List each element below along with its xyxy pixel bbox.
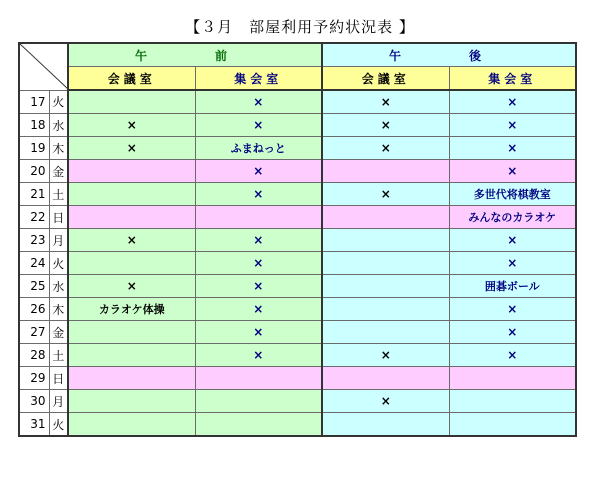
pm-shukai-cell — [449, 413, 576, 437]
am-kaigi-cell — [68, 183, 195, 206]
pm-kaigi-cell — [322, 321, 449, 344]
day-number: 20 — [19, 160, 49, 183]
reserved-mark: × — [380, 141, 391, 155]
pm-kaigi-cell — [322, 390, 449, 413]
pm-shukai-cell — [449, 229, 576, 252]
day-number: 25 — [19, 275, 49, 298]
reserved-mark: × — [253, 348, 264, 362]
pm-shukai-cell — [449, 206, 576, 229]
reserved-mark: × — [253, 95, 264, 109]
header-am-shukai: 集会室 — [195, 67, 322, 91]
am-kaigi-cell — [68, 413, 195, 437]
pm-kaigi-cell — [322, 114, 449, 137]
pm-shukai-cell — [449, 160, 576, 183]
reserved-mark: × — [253, 118, 264, 132]
pm-kaigi-cell — [322, 252, 449, 275]
am-kaigi-cell — [68, 229, 195, 252]
day-number: 23 — [19, 229, 49, 252]
pm-shukai-cell — [449, 183, 576, 206]
am-kaigi-cell — [68, 275, 195, 298]
pm-shukai-cell — [449, 367, 576, 390]
am-shukai-cell — [195, 413, 322, 437]
am-kaigi-cell — [68, 298, 195, 321]
reservation-table — [18, 42, 577, 437]
am-shukai-cell — [195, 390, 322, 413]
am-shukai-cell — [195, 206, 322, 229]
table-row — [19, 90, 576, 114]
day-number: 28 — [19, 344, 49, 367]
day-number: 21 — [19, 183, 49, 206]
table-row — [19, 206, 576, 229]
day-of-week: 火 — [49, 90, 68, 114]
table-row — [19, 275, 576, 298]
am-shukai-cell — [195, 160, 322, 183]
day-of-week: 日 — [49, 206, 68, 229]
table-row — [19, 367, 576, 390]
table-row — [19, 160, 576, 183]
table-row — [19, 413, 576, 437]
am-kaigi-cell — [68, 321, 195, 344]
header-pm-shukai: 集会室 — [449, 67, 576, 91]
am-shukai-cell — [195, 344, 322, 367]
day-number: 26 — [19, 298, 49, 321]
pm-shukai-cell — [449, 252, 576, 275]
reserved-mark: × — [253, 187, 264, 201]
am-shukai-cell — [195, 275, 322, 298]
pm-kaigi-cell — [322, 367, 449, 390]
am-shukai-cell — [195, 321, 322, 344]
header-am-kaigi: 会議室 — [68, 67, 195, 91]
am-kaigi-cell — [68, 390, 195, 413]
am-kaigi-cell — [68, 206, 195, 229]
pm-shukai-cell — [449, 90, 576, 114]
reserved-mark: × — [507, 256, 518, 270]
pm-kaigi-cell — [322, 183, 449, 206]
reserved-mark: × — [253, 233, 264, 247]
reserved-mark: × — [253, 164, 264, 178]
reserved-mark: × — [126, 279, 137, 293]
day-of-week: 木 — [49, 298, 68, 321]
day-of-week: 水 — [49, 275, 68, 298]
day-number: 31 — [19, 413, 49, 437]
day-of-week: 火 — [49, 252, 68, 275]
reserved-mark: × — [380, 187, 391, 201]
day-of-week: 木 — [49, 137, 68, 160]
reserved-mark: × — [507, 302, 518, 316]
pm-shukai-cell — [449, 275, 576, 298]
am-kaigi-cell — [68, 252, 195, 275]
table-row — [19, 137, 576, 160]
pm-kaigi-cell — [322, 229, 449, 252]
am-shukai-cell — [195, 298, 322, 321]
pm-shukai-cell — [449, 344, 576, 367]
pm-kaigi-cell — [322, 160, 449, 183]
am-kaigi-cell — [68, 90, 195, 114]
reserved-mark: × — [507, 164, 518, 178]
reserved-mark: × — [253, 302, 264, 316]
day-number: 19 — [19, 137, 49, 160]
day-of-week: 水 — [49, 114, 68, 137]
table-row — [19, 252, 576, 275]
day-number: 18 — [19, 114, 49, 137]
day-number: 24 — [19, 252, 49, 275]
reserved-mark: × — [507, 95, 518, 109]
reserved-mark: × — [507, 233, 518, 247]
pm-kaigi-cell — [322, 413, 449, 437]
reserved-mark: × — [253, 256, 264, 270]
header-pm: 午 後 — [322, 43, 576, 67]
day-of-week: 金 — [49, 321, 68, 344]
day-of-week: 火 — [49, 413, 68, 437]
am-shukai-cell — [195, 137, 322, 160]
table-row — [19, 183, 576, 206]
am-shukai-cell — [195, 90, 322, 114]
am-kaigi-cell — [68, 114, 195, 137]
pm-kaigi-cell — [322, 298, 449, 321]
table-row — [19, 344, 576, 367]
pm-kaigi-cell — [322, 206, 449, 229]
pm-kaigi-cell — [322, 275, 449, 298]
day-number: 17 — [19, 90, 49, 114]
day-of-week: 月 — [49, 229, 68, 252]
reserved-mark: × — [507, 118, 518, 132]
pm-shukai-cell — [449, 390, 576, 413]
reserved-mark: × — [253, 325, 264, 339]
pm-shukai-cell — [449, 114, 576, 137]
table-row — [19, 114, 576, 137]
day-of-week: 金 — [49, 160, 68, 183]
day-of-week: 日 — [49, 367, 68, 390]
reserved-mark: × — [253, 279, 264, 293]
day-number: 30 — [19, 390, 49, 413]
reserved-mark: × — [126, 141, 137, 155]
day-number: 29 — [19, 367, 49, 390]
event-label: 囲碁ボール — [484, 280, 540, 293]
am-shukai-cell — [195, 229, 322, 252]
day-of-week: 土 — [49, 183, 68, 206]
reserved-mark: × — [380, 95, 391, 109]
am-kaigi-cell — [68, 367, 195, 390]
corner-cell — [19, 43, 68, 90]
table-row — [19, 390, 576, 413]
day-of-week: 土 — [49, 344, 68, 367]
event-label: みんなのカラオケ — [468, 211, 557, 224]
pm-kaigi-cell — [322, 344, 449, 367]
day-of-week: 月 — [49, 390, 68, 413]
corner-diagonal-icon — [20, 44, 68, 90]
reserved-mark: × — [507, 141, 518, 155]
am-shukai-cell — [195, 183, 322, 206]
pm-kaigi-cell — [322, 137, 449, 160]
reserved-mark: × — [507, 325, 518, 339]
reserved-mark: × — [507, 348, 518, 362]
am-shukai-cell — [195, 114, 322, 137]
event-label: ふまねっと — [230, 142, 286, 155]
reserved-mark: × — [380, 348, 391, 362]
table-row — [19, 298, 576, 321]
reserved-mark: × — [380, 394, 391, 408]
pm-kaigi-cell — [322, 90, 449, 114]
reserved-mark: × — [380, 118, 391, 132]
table-row — [19, 229, 576, 252]
day-number: 22 — [19, 206, 49, 229]
table-row — [19, 321, 576, 344]
page-title: 【３月 部屋利用予約状況表 】 — [185, 18, 415, 36]
header-pm-kaigi: 会議室 — [322, 67, 449, 91]
am-kaigi-cell — [68, 160, 195, 183]
am-kaigi-cell — [68, 137, 195, 160]
pm-shukai-cell — [449, 298, 576, 321]
reserved-mark: × — [126, 118, 137, 132]
reserved-mark: × — [126, 233, 137, 247]
pm-shukai-cell — [449, 321, 576, 344]
header-am: 午 前 — [68, 43, 322, 67]
event-label: 多世代将棋教室 — [473, 188, 551, 201]
am-shukai-cell — [195, 252, 322, 275]
pm-shukai-cell — [449, 137, 576, 160]
event-label: カラオケ体操 — [98, 303, 165, 316]
day-number: 27 — [19, 321, 49, 344]
am-kaigi-cell — [68, 344, 195, 367]
am-shukai-cell — [195, 367, 322, 390]
